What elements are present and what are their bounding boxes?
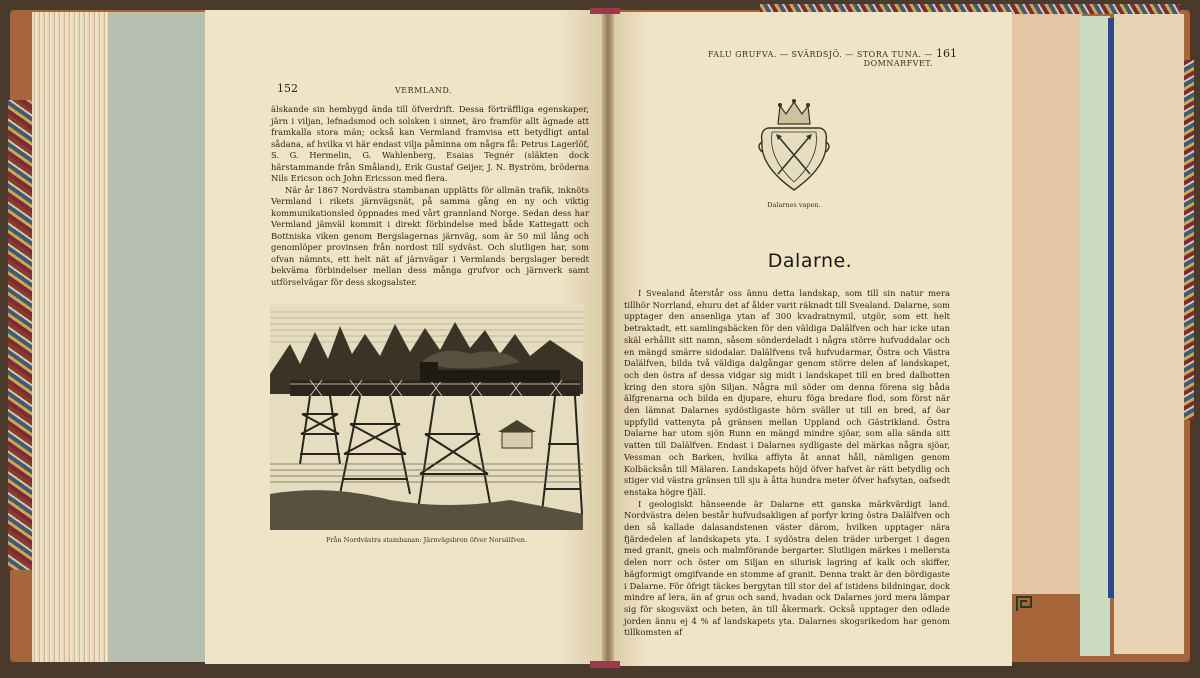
inserted-sheet-pale <box>1114 14 1184 654</box>
paragraph: I geologiskt hänseende är Dalarne ett ganska märkvärdigt land. Nordvästra delen består hufvudsakligen af porfyr kring östra Dalälfven och den så kallade dalasandstenen väster därom, hvilken upptager nära fjärdedelen af landskapets yta. I sydöstra delen träder urberget i dagen med granit, gneis och malmförande bergarter. Slutligen märkes i mellersta delen norr och öster om Siljan en silurisk lagring af kalk och skiffer, hägformigt omgifvande en stomme af granit. Denna trakt är den bördigaste i Dalarne. För öfrigt täckes bergytan till stor del af istidens bildningar, dock mindre af lera, än af grus och sand, hvadan ock Dalarnes jord mera lämpar sig för skogsväxt och beten, än till åkermark. Också upptager den odlade jorden ännu ej 4 % af landskapets yta. Dalarnes skogsrikedom har genom tillkomsten af <box>624 498 950 638</box>
headband-bottom <box>590 661 620 668</box>
inserted-slip-left <box>108 12 208 662</box>
running-head: FALU GRUFVA. — SVÄRDSJÖ. — STORA TUNA. — DOMNARFVET. <box>707 50 933 68</box>
page-edges-right <box>1010 14 1082 594</box>
running-head: VERMLAND. <box>395 86 453 95</box>
body-text <box>271 104 589 288</box>
book-gutter <box>602 12 614 664</box>
inserted-sheet-green <box>1080 16 1110 656</box>
headband-top <box>590 8 620 14</box>
railway-bridge-engraving <box>270 304 583 530</box>
page-edges-left <box>32 12 117 662</box>
body-text <box>624 288 950 639</box>
page-number: 161 <box>936 47 957 60</box>
illustration-caption: Från Nordvästra stambanan: Järnvägsbron öfver Norsälfven. <box>325 536 528 544</box>
chapter-title: Dalarne. <box>767 250 853 272</box>
paragraph: älskande sin hembygd ända till öfverdrift. Dessa förträffliga egenskaper, järn i viljan, lefnadsmod och solsken i sinnet, äro framför allt ägnade att framkalla stora män; också kan Vermland framvisa ett betydligt antal sådana, af hvilka vi här endast vilja påminna om några få: Petrus Lagerlöf, S. G. Hermelin, G. Wahlenberg, Esaias Tegnér (släkten dock härstammande från Småland), Erik Gustaf Geijer, J. N. Byström, bröderna Nils Ericson och John Ericsson med flera. <box>271 104 589 183</box>
right-page <box>608 12 1012 666</box>
greek-key-ornament <box>1015 593 1035 613</box>
left-page <box>205 10 608 664</box>
paragraph: När år 1867 Nordvästra stambanan upplätts för allmän trafik, inknöts Vermland i rikets järnvägsnät, på samma gång en ny och viktig kommunikationsled öppnades med vårt grannland Norge. Sedan dess har Vermland jämväl kommit i direkt förbindelse med både Kattegatt och Bottniska viken genom Bergslagernas järnväg, som är 50 mil lång och genomlöper provinsen från nordost till sydväst. Och slutligen har, som ofvan nämnts, ett helt nät af järnvägar i Vermlands bergslager beredt bekväma förbindelser mellan dess många grufvor och järnverk samt utförselvägar för dess skogsalster. <box>271 184 589 287</box>
arms-caption: Dalarnes vapen. <box>767 201 821 209</box>
page-number: 152 <box>277 82 298 95</box>
paragraph: I Svealand återstår oss ännu detta landskap, som till sin natur mera tillhör Norrland, ehuru det af ålder varit räknadt till Svealand. Dalarne, som upptager den ansenliga ytan af 300 kvadratnymil, utgör, som ett helt betraktadt, ett samlingsbäcken för den väldiga Dalälfven och har icke utan skäl erhållit sitt namn, såsom sönderdeladt i några större hufvuddalar och en mängd smärre sidodalar. Dalälfvens två hufvudarmar, Östra och Västra Dalälfven, bilda två väldiga dalgångar genom större delen af landskapet, och den östra af dessa vidgar sig midt i landskapet till en bred dalbotten kring den stora sjön Siljan. Några mil söder om denna förena sig båda älfgrenarna och bilda en djupare, ehuru föga bredare flod, som först när den lämnat Dalarnes sydöstligaste hörn sväller ut till en bred, af öar uppfylld vattenyta på gränsen mellan Uppland och Gästrikland. Östra Dalarne har utom sjön Runn en mängd mindre sjöar, som alla sända sitt vatten till Dalälfven. Endast i Dalarnes sydligaste del märkas några sjöar, Vessman och Barken, hvilka afflyta åt annat håll, nämligen genom Kolbäcksån till Mälaren. Landskapets höjd öfver hafvet är rätt betydlig och stiger vid västra gränsen till sju à åtta hundra meter öfver hafsytan, oafsedt enstaka högre fjäll. <box>624 288 950 497</box>
coat-of-arms-image <box>758 96 830 196</box>
